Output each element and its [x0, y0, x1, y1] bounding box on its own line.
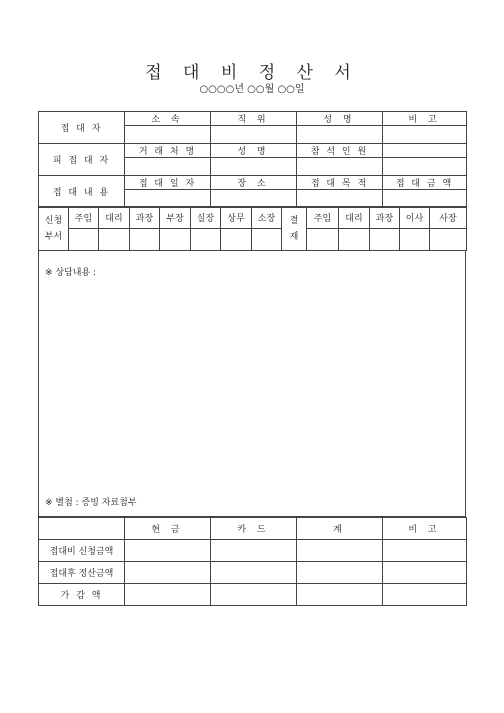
host-dept-field[interactable] — [125, 126, 211, 144]
summary-header-remarks: 비 고 — [383, 518, 467, 540]
sign-role-3: 이사 — [400, 207, 430, 229]
detail-header-purpose: 접 대 목 적 — [297, 176, 383, 190]
guest-company-field[interactable] — [125, 158, 211, 176]
summary-header-total: 계 — [297, 518, 383, 540]
apply-stamp-1[interactable] — [99, 229, 130, 251]
host-label: 접 대 자 — [39, 112, 125, 144]
summary-header-card: 카 드 — [211, 518, 297, 540]
document-title: 접 대 비 정 산 서 — [145, 63, 359, 83]
approval-table — [38, 206, 467, 251]
requested-total-field[interactable] — [297, 540, 383, 562]
sign-label: 결 재 — [282, 207, 307, 251]
summary-row-adjustment: 가 감 액 — [39, 584, 125, 606]
apply-stamp-6[interactable] — [252, 229, 282, 251]
guest-name-field[interactable] — [211, 158, 297, 176]
adjust-cash-field[interactable] — [125, 584, 211, 606]
guest-header-empty — [383, 144, 467, 158]
guest-header-name: 성 명 — [211, 144, 297, 158]
sign-stamp-0[interactable] — [307, 229, 339, 251]
requested-cash-field[interactable] — [125, 540, 211, 562]
guest-extra-field[interactable] — [383, 158, 467, 176]
settled-total-field[interactable] — [297, 562, 383, 584]
adjust-remarks-field[interactable] — [383, 584, 467, 606]
host-remarks-field[interactable] — [383, 126, 467, 144]
sign-role-2: 과장 — [370, 207, 400, 229]
detail-header-place: 장 소 — [211, 176, 297, 190]
summary-row-requested: 접대비 신청금액 — [39, 540, 125, 562]
settled-remarks-field[interactable] — [383, 562, 467, 584]
apply-role-4: 실장 — [191, 207, 221, 229]
requested-card-field[interactable] — [211, 540, 297, 562]
host-header-remarks: 비 고 — [383, 112, 467, 126]
apply-stamp-3[interactable] — [160, 229, 191, 251]
consult-content-area[interactable] — [39, 251, 466, 517]
sign-stamp-4[interactable] — [430, 229, 467, 251]
guest-label: 피 접 대 자 — [39, 144, 125, 176]
requested-remarks-field[interactable] — [383, 540, 467, 562]
apply-dept-label: 신청 부서 — [39, 207, 69, 251]
settled-card-field[interactable] — [211, 562, 297, 584]
adjust-card-field[interactable] — [211, 584, 297, 606]
apply-stamp-0[interactable] — [69, 229, 99, 251]
apply-stamp-2[interactable] — [130, 229, 160, 251]
guest-header-company: 거 래 처 명 — [125, 144, 211, 158]
host-position-field[interactable] — [211, 126, 297, 144]
apply-stamp-5[interactable] — [221, 229, 252, 251]
apply-role-1: 대리 — [99, 207, 130, 229]
settled-cash-field[interactable] — [125, 562, 211, 584]
sign-stamp-2[interactable] — [370, 229, 400, 251]
detail-place-field[interactable] — [211, 190, 297, 208]
detail-amount-field[interactable] — [383, 190, 467, 208]
guest-header-attendees: 참 석 인 원 — [297, 144, 383, 158]
guest-attendees-field[interactable] — [297, 158, 383, 176]
host-header-dept: 소 속 — [125, 112, 211, 126]
content-table — [38, 250, 466, 517]
detail-header-amount: 접 대 금 액 — [383, 176, 467, 190]
adjust-total-field[interactable] — [297, 584, 383, 606]
detail-date-field[interactable] — [125, 190, 211, 208]
apply-role-3: 부장 — [160, 207, 191, 229]
summary-table — [38, 517, 467, 606]
document-date: ○○○○년 ○○월 ○○일 — [199, 84, 305, 95]
host-name-field[interactable] — [297, 126, 383, 144]
sign-stamp-1[interactable] — [339, 229, 370, 251]
detail-header-date: 접 대 일 자 — [125, 176, 211, 190]
apply-role-0: 주임 — [69, 207, 99, 229]
detail-purpose-field[interactable] — [297, 190, 383, 208]
apply-stamp-4[interactable] — [191, 229, 221, 251]
summary-corner — [39, 518, 125, 540]
sign-role-1: 대리 — [339, 207, 370, 229]
summary-header-cash: 현 금 — [125, 518, 211, 540]
apply-role-6: 소장 — [252, 207, 282, 229]
host-header-position: 직 위 — [211, 112, 297, 126]
apply-role-2: 과장 — [130, 207, 160, 229]
summary-row-settled: 접대후 정산금액 — [39, 562, 125, 584]
detail-label: 접 대 내 용 — [39, 176, 125, 208]
info-table — [38, 111, 467, 208]
consult-note: ※ 상담내용 : — [45, 268, 97, 278]
sign-role-0: 주임 — [307, 207, 339, 229]
host-header-name: 성 명 — [297, 112, 383, 126]
attach-note: ※ 별첨 : 증빙 자료첨부 — [45, 498, 137, 508]
apply-role-5: 상무 — [221, 207, 252, 229]
sign-stamp-3[interactable] — [400, 229, 430, 251]
sign-role-4: 사장 — [430, 207, 467, 229]
